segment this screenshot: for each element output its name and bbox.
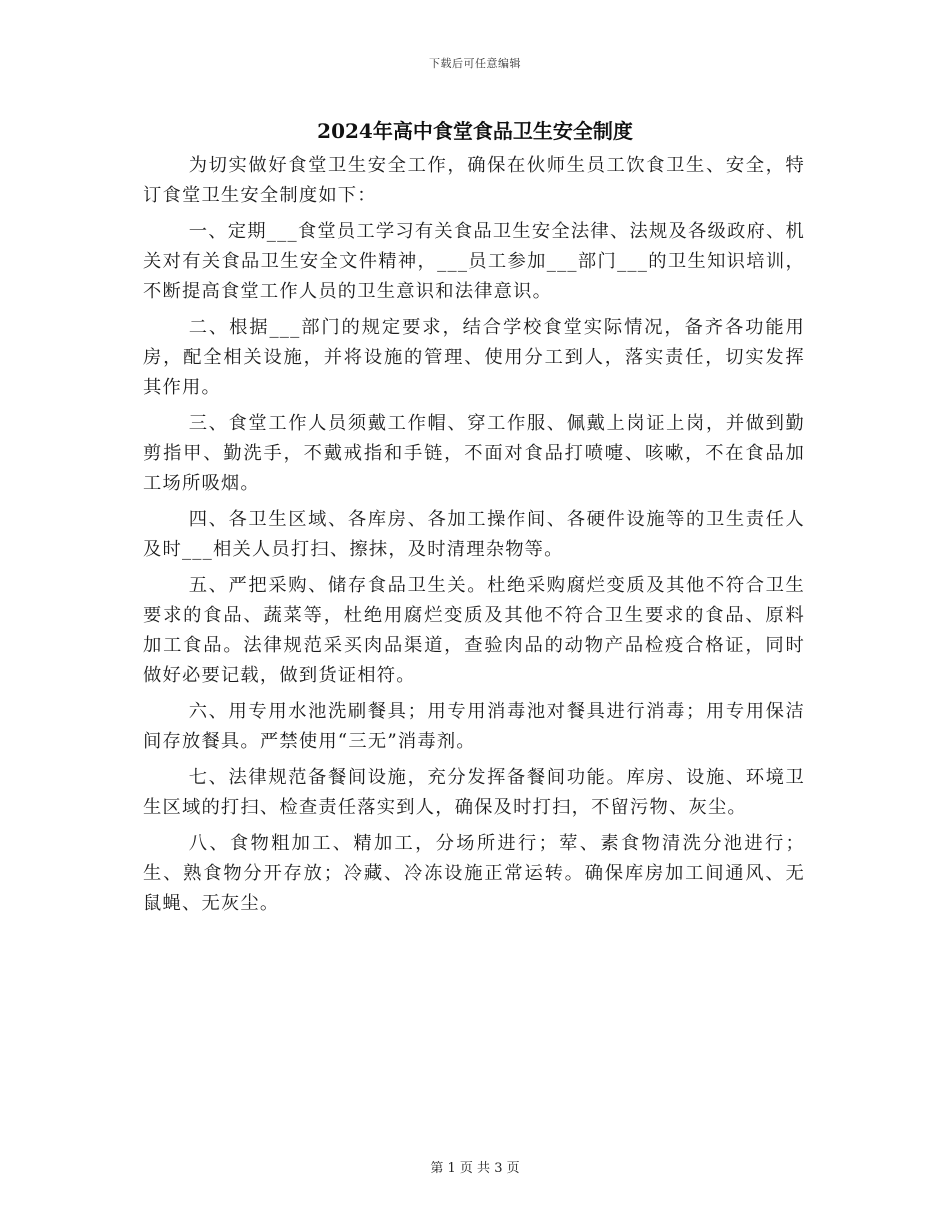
paragraph-item-7: 七、法律规范备餐间设施，充分发挥备餐间功能。库房、设施、环境卫生区域的打扫、检查责任落实到人，确保及时打扫，不留污物、灰尘。 bbox=[143, 767, 805, 818]
paragraph-item-4: 四、各卫生区域、各库房、各加工操作间、各硬件设施等的卫生责任人及时___相关人员打扫、擦抹，及时清理杂物等。 bbox=[143, 509, 805, 560]
paragraph-item-1: 一、定期___食堂员工学习有关食品卫生安全法律、法规及各级政府、机关对有关食品卫生安全文件精神，___员工参加___部门___的卫生知识培训，不断提高食堂工作人员的卫生意识和法律意识。 bbox=[143, 221, 805, 302]
document-title: 2024年高中食堂食品卫生安全制度 bbox=[317, 119, 633, 143]
document-body bbox=[143, 151, 805, 925]
page-header-note: 下载后可任意编辑 bbox=[429, 57, 521, 70]
paragraph-item-8: 八、食物粗加工、精加工，分场所进行；荤、素食物清洗分池进行；生、熟食物分开存放；冷藏、冷冻设施正常运转。确保库房加工间通风、无鼠蝇、无灰尘。 bbox=[143, 833, 805, 914]
paragraph-item-6: 六、用专用水池洗刷餐具；用专用消毒池对餐具进行消毒；用专用保洁间存放餐具。严禁使用“三无”消毒剂。 bbox=[143, 701, 805, 752]
paragraph-intro: 为切实做好食堂卫生安全工作，确保在伙师生员工饮食卫生、安全，特订食堂卫生安全制度如下： bbox=[143, 155, 805, 206]
paragraph-item-3: 三、食堂工作人员须戴工作帽、穿工作服、佩戴上岗证上岗，并做到勤剪指甲、勤洗手，不戴戒指和手链，不面对食品打喷嚏、咳嗽，不在食品加工场所吸烟。 bbox=[143, 413, 805, 494]
paragraph-item-5: 五、严把采购、储存食品卫生关。杜绝采购腐烂变质及其他不符合卫生要求的食品、蔬菜等，杜绝用腐烂变质及其他不符合卫生要求的食品、原料加工食品。法律规范采买肉品渠道，查验肉品的动物产品检疫合格证，同时做好必要记载，做到货证相符。 bbox=[143, 575, 805, 686]
page-number-footer: 第 1 页 共 3 页 bbox=[430, 1161, 520, 1176]
paragraph-item-2: 二、根据___部门的规定要求，结合学校食堂实际情况，备齐各功能用房，配全相关设施，并将设施的管理、使用分工到人，落实责任，切实发挥其作用。 bbox=[143, 317, 805, 398]
